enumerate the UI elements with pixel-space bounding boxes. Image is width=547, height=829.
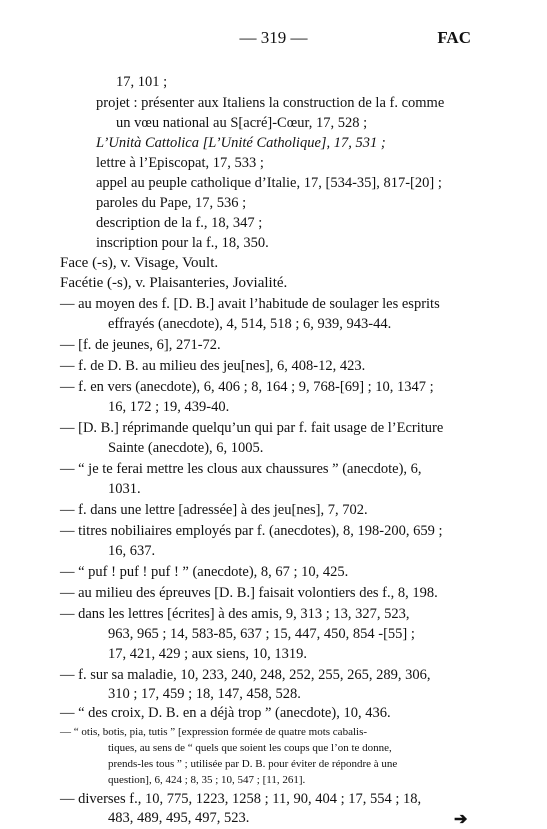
entry-line: 16, 637.	[108, 543, 156, 559]
entry-line: appel au peuple catholique d’Italie, 17, [534-35], 817-[20] ;	[96, 175, 442, 191]
entry-line: 17, 421, 429 ; aux siens, 10, 1319.	[108, 646, 307, 662]
headword-line: Face (-s), v. Visage, Voult.	[60, 255, 219, 271]
entry-line: tiques, au sens de “ quels que soient les coups que l’on te donne,	[108, 742, 392, 754]
headword-line: Facétie (-s), v. Plaisanteries, Jovialité.	[60, 275, 288, 291]
entry-line: L’Unità Cattolica [L’Unité Catholique], 17, 531 ;	[96, 135, 386, 151]
entry-line: description de la f., 18, 347 ;	[96, 215, 263, 231]
entry-line: — f. dans une lettre [adressée] à des jeu[nes], 7, 702.	[60, 502, 368, 518]
entry-line: question], 6, 424 ; 8, 35 ; 10, 547 ; [11, 261].	[108, 774, 306, 786]
entry-line: 16, 172 ; 19, 439-40.	[108, 399, 230, 415]
entry-line: — “ puf ! puf ! puf ! ” (anecdote), 8, 67 ; 10, 425.	[60, 564, 349, 580]
entry-line: — au milieu des épreuves [D. B.] faisait volontiers des f., 8, 198.	[60, 585, 438, 601]
entry-line: — titres nobiliaires employés par f. (anecdotes), 8, 198-200, 659 ;	[60, 523, 443, 539]
entry-line: — diverses f., 10, 775, 1223, 1258 ; 11, 90, 404 ; 17, 554 ; 18,	[60, 791, 422, 807]
entry-line: — dans les lettres [écrites] à des amis, 9, 313 ; 13, 327, 523,	[60, 606, 410, 622]
entry-line: 963, 965 ; 14, 583-85, 637 ; 15, 447, 450, 854 -[55] ;	[108, 626, 415, 642]
entry-line: — “ des croix, D. B. en a déjà trop ” (anecdote), 10, 436.	[60, 705, 391, 721]
next-page-arrow-icon: ➔	[454, 811, 468, 828]
entry-line: — au moyen des f. [D. B.] avait l’habitude de soulager les esprits	[60, 296, 440, 312]
entry-line: 310 ; 17, 459 ; 18, 147, 458, 528.	[108, 686, 301, 702]
running-head: FAC	[437, 28, 471, 47]
entry-line: — “ otis, botis, pia, tutis ” [expression formée de quatre mots cabalis-	[60, 726, 368, 738]
entry-line: Sainte (anecdote), 6, 1005.	[108, 440, 264, 456]
entry-line: — f. en vers (anecdote), 6, 406 ; 8, 164 ; 9, 768-[69] ; 10, 1347 ;	[60, 379, 434, 395]
entry-line: 483, 489, 495, 497, 523.	[108, 810, 250, 826]
entry-line: 1031.	[108, 481, 141, 497]
entry-line: inscription pour la f., 18, 350.	[96, 235, 269, 251]
entry-line: — “ je te ferai mettre les clous aux chaussures ” (anecdote), 6,	[60, 461, 422, 477]
entry-line: — [D. B.] réprimande quelqu’un qui par f. fait usage de l’Ecriture	[60, 420, 444, 436]
entry-line: — [f. de jeunes, 6], 271-72.	[60, 337, 221, 353]
entry-line: projet : présenter aux Italiens la construction de la f. comme	[96, 95, 445, 111]
entry-line: 17, 101 ;	[116, 74, 168, 90]
entry-line: — f. de D. B. au milieu des jeu[nes], 6, 408-12, 423.	[60, 358, 366, 374]
page-number: — 319 —	[239, 28, 308, 47]
entry-line: — f. sur sa maladie, 10, 233, 240, 248, 252, 255, 265, 289, 306,	[60, 667, 431, 683]
entry-line: lettre à l’Episcopat, 17, 533 ;	[96, 155, 264, 171]
entry-line: prends-les tous ” ; utilisée par D. B. pour éviter de répondre à une	[108, 758, 398, 770]
entry-line: effrayés (anecdote), 4, 514, 518 ; 6, 939, 943-44.	[108, 316, 392, 332]
entry-line: paroles du Pape, 17, 536 ;	[96, 195, 247, 211]
entry-line: un vœu national au S[acré]-Cœur, 17, 528 ;	[116, 115, 368, 131]
